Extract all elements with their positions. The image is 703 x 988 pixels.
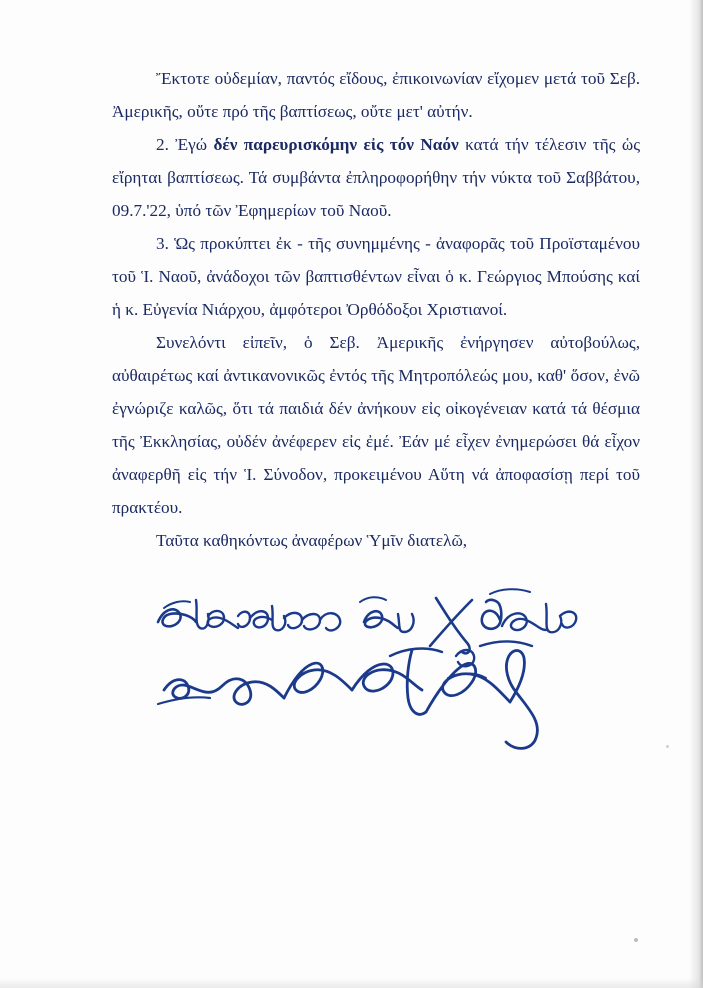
scan-edge-shadow-bottom xyxy=(0,978,703,988)
scan-edge-shadow-right xyxy=(689,0,703,988)
body-text: κατά τήν τέλεσιν τῆς ὡς εἴρηται βαπτίσεως. Τά συμβάντα ἐπληροφορήθην τήν νύκτα τοῦ Σαββάτου, 09.7.'22, ὑπό τῶν Ἐφημερίων τοῦ Ναοῦ. xyxy=(112,135,641,220)
body-text: Ταῦτα καθηκόντως ἀναφέρων Ὑμῖν διατελῶ, xyxy=(156,531,468,550)
handwritten-signature-icon xyxy=(150,586,580,786)
paragraph-4 xyxy=(112,326,640,524)
document-body xyxy=(112,62,640,557)
paragraph-3 xyxy=(112,227,640,326)
scan-speck xyxy=(666,745,669,748)
scan-speck xyxy=(634,938,638,942)
paragraph-1 xyxy=(112,62,640,128)
emphasized-text: δέν παρευρισκόμην εἰς τόν Ναόν xyxy=(213,135,459,154)
signature-block xyxy=(150,586,580,786)
paragraph-closing xyxy=(112,524,640,557)
paragraph-2 xyxy=(112,128,640,227)
body-text: Συνελόντι εἰπεῖν, ὁ Σεβ. Ἀμερικῆς ἐνήργησεν αὐτοβούλως, αὐθαιρέτως καί ἀντικανονικῶς ἐντός τῆς Μητροπόλεώς μου, καθ' ὅσον, ἐνῶ ἐγνώριζε καλῶς, ὅτι τά παιδιά δέν ἀνήκουν εἰς οἰκογένειαν κατά τά θέσμια τῆς Ἐκκλησίας, οὐδέν ἀνέφερεν εἰς ἐμέ. Ἐάν μέ εἶχεν ἐνημερώσει θά εἶχον ἀναφερθῆ εἰς τήν Ἱ. Σύνοδον, προκειμένου Αὕτη νά ἀποφασίσῃ περί τοῦ πρακτέου. xyxy=(112,333,640,517)
body-text: 2. Ἐγώ xyxy=(156,135,214,154)
body-text: Ἔκτοτε οὐδεμίαν, παντός εἴδους, ἐπικοινωνίαν εἴχομεν μετά τοῦ Σεβ. Ἀμερικῆς, οὔτε πρό τῆς βαπτίσεως, οὔτε μετ' αὐτήν. xyxy=(112,69,640,121)
body-text: 3. Ὡς προκύπτει ἐκ - τῆς συνημμένης - ἀναφορᾶς τοῦ Προϊσταμένου τοῦ Ἱ. Ναοῦ, ἀνάδοχοι τῶν βαπτισθέντων εἶναι ὁ κ. Γεώργιος Μπούσης καί ἡ κ. Εὐγενία Νιάρχου, ἀμφότεροι Ὀρθόδοξοι Χριστιανοί. xyxy=(112,234,640,319)
